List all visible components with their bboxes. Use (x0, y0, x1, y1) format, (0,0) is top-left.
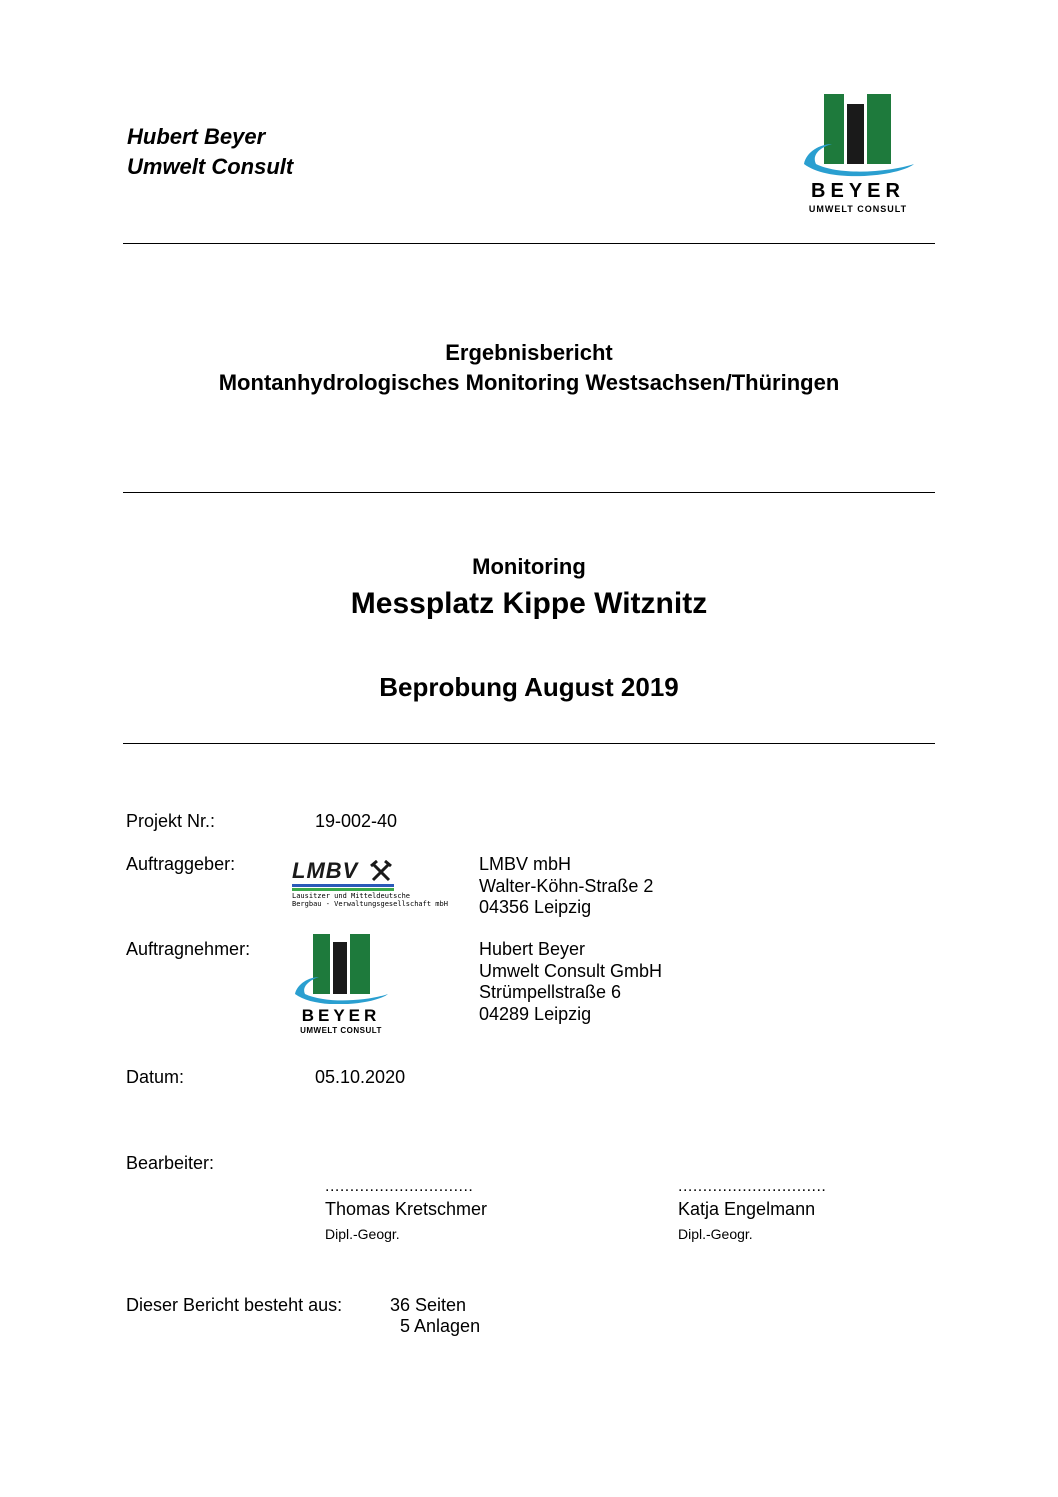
client-address-line: LMBV mbH (479, 854, 572, 874)
contractor-address (479, 939, 662, 1025)
contractor-label: Auftragnehmer: (126, 939, 251, 959)
company-name-line2: Umwelt Consult (127, 154, 294, 179)
signature-line: .............................. (325, 1178, 474, 1195)
editors-label: Bearbeiter: (126, 1153, 215, 1173)
contractor-address-line: Strümpellstraße 6 (479, 982, 622, 1002)
editor-title: Dipl.-Geogr. (325, 1226, 400, 1242)
beyer-logo-tagline: UMWELT CONSULT (808, 204, 908, 214)
divider-bottom (123, 743, 935, 744)
client-address-line: 04356 Leipzig (479, 897, 592, 917)
monitoring-site: Messplatz Kippe Witznitz (350, 587, 708, 620)
project-label: Projekt Nr.: (126, 811, 216, 831)
composition-attachments: 5 Anlagen (400, 1316, 481, 1336)
lmbv-logo-subtitle-line1: Lausitzer und Mitteldeutsche (292, 892, 411, 900)
composition-label: Dieser Bericht besteht aus: (126, 1295, 343, 1315)
beyer-logo-small-icon (292, 932, 392, 1004)
project-number: 19-002-40 (315, 811, 398, 831)
client-label: Auftraggeber: (126, 854, 236, 874)
sampling-period: Beprobung August 2019 (379, 672, 679, 702)
editor-title: Dipl.-Geogr. (678, 1226, 753, 1242)
lmbv-logo-subtitle-line2: Bergbau - Verwaltungsgesellschaft mbH (292, 900, 448, 908)
beyer-logo-small (292, 932, 392, 1038)
signature-line: .............................. (678, 1178, 827, 1195)
beyer-logo-small-tagline: UMWELT CONSULT (300, 1026, 382, 1035)
lmbv-logo-name: LMBV (292, 858, 359, 883)
report-kind: Ergebnisbericht (445, 340, 613, 365)
editor-signature-block (325, 1178, 487, 1242)
contractor-address-line: Hubert Beyer (479, 939, 586, 959)
beyer-logo (800, 92, 920, 216)
hammer-pick-icon (370, 860, 392, 882)
composition-pages: 36 Seiten (390, 1295, 467, 1315)
client-address-line: Walter-Köhn-Straße 2 (479, 875, 654, 896)
contractor-address-line: 04289 Leipzig (479, 1003, 592, 1024)
date-value: 05.10.2020 (315, 1067, 406, 1087)
divider-middle (123, 492, 935, 493)
beyer-logo-small-name: BEYER (301, 1006, 381, 1025)
monitoring-label: Monitoring (472, 554, 586, 579)
contractor-address-line: Umwelt Consult GmbH (479, 960, 663, 981)
divider-top (123, 243, 935, 244)
lmbv-logo-bar-blue (292, 884, 394, 887)
lmbv-logo-subtitle (292, 892, 448, 908)
editor-signature-block (678, 1178, 826, 1242)
date-label: Datum: (126, 1067, 185, 1087)
client-address (479, 854, 653, 919)
editor-name: Thomas Kretschmer (325, 1199, 488, 1219)
editor-name: Katja Engelmann (678, 1199, 816, 1219)
lmbv-logo (292, 858, 452, 910)
report-program: Montanhydrologisches Monitoring Westsachsen/Thüringen (218, 370, 840, 395)
beyer-logo-name: BEYER (811, 180, 905, 202)
company-name-line1: Hubert Beyer (127, 124, 266, 149)
lmbv-logo-bar-green (292, 888, 394, 891)
company-name (127, 122, 293, 182)
